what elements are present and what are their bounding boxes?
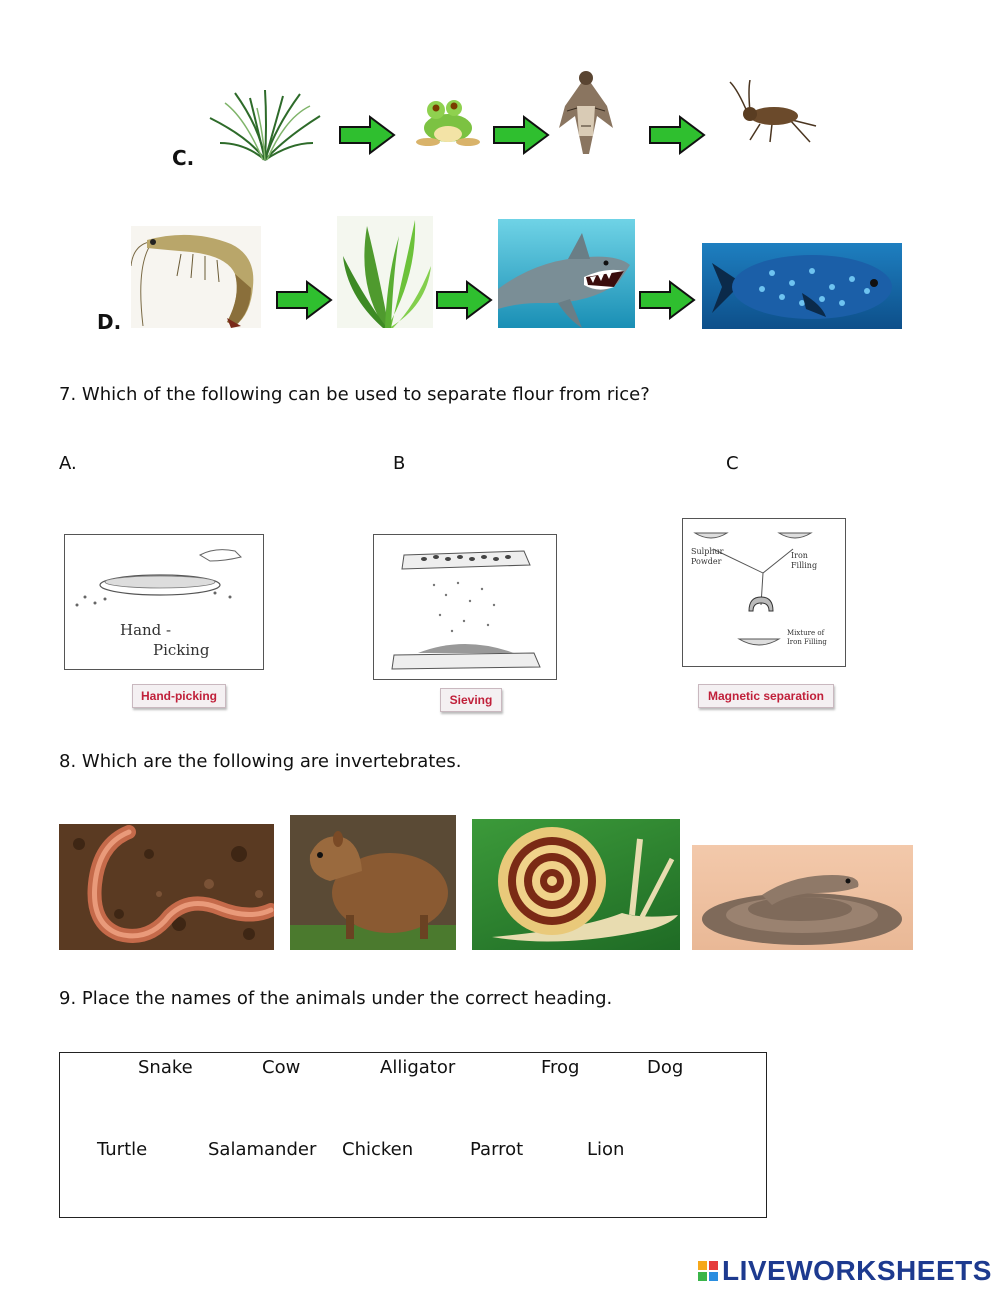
word-turtle[interactable]: Turtle	[97, 1139, 148, 1160]
option-c-label: C	[726, 453, 739, 474]
chain-d-label: D.	[97, 310, 122, 334]
hawk-icon	[555, 66, 617, 158]
option-a-label: A.	[59, 453, 77, 474]
earthworm-icon[interactable]	[59, 824, 274, 950]
caption-hand-picking[interactable]: Hand-picking	[132, 684, 226, 708]
word-bank-box	[59, 1052, 767, 1218]
arrow-right-icon	[492, 115, 550, 155]
arrow-right-icon	[435, 280, 493, 320]
question-9-text: 9. Place the names of the animals under the correct heading.	[59, 988, 613, 1009]
word-dog[interactable]: Dog	[647, 1057, 684, 1078]
logo-squares-icon	[698, 1261, 718, 1281]
word-cow[interactable]: Cow	[262, 1057, 301, 1078]
grass-icon	[205, 88, 325, 163]
word-alligator[interactable]: Alligator	[380, 1057, 456, 1078]
hand-picking-sketch-text-2: Picking	[153, 641, 210, 659]
frog-icon	[412, 92, 484, 150]
word-salamander[interactable]: Salamander	[208, 1139, 317, 1160]
agouti-icon[interactable]	[290, 815, 456, 950]
hand-picking-sketch-text-1: Hand -	[120, 621, 172, 639]
word-frog[interactable]: Frog	[541, 1057, 580, 1078]
magnetic-separation-sketch[interactable]	[682, 518, 846, 667]
question-7-text: 7. Which of the following can be used to separate flour from rice?	[59, 384, 650, 405]
option-b-label: B	[393, 453, 406, 474]
arrow-right-icon	[648, 115, 706, 155]
shrimp-icon	[131, 226, 261, 328]
logo-text: LIVEWORKSHEETS	[722, 1255, 992, 1286]
magnetic-sketch-text-1: Sulphur Powder	[691, 547, 724, 566]
sieving-sketch[interactable]	[373, 534, 557, 680]
shark-icon	[498, 219, 635, 328]
arrow-right-icon	[638, 280, 696, 320]
snake-icon[interactable]	[692, 845, 913, 950]
word-parrot[interactable]: Parrot	[470, 1139, 524, 1160]
liveworksheets-logo	[698, 1256, 996, 1286]
caption-magnetic-separation[interactable]: Magnetic separation	[698, 684, 834, 708]
chain-c-label: C.	[172, 146, 195, 170]
cricket-icon	[720, 80, 818, 146]
arrow-right-icon	[275, 280, 333, 320]
snail-icon[interactable]	[472, 819, 680, 950]
word-lion[interactable]: Lion	[587, 1139, 625, 1160]
hand-picking-sketch[interactable]	[64, 534, 264, 670]
grouper-fish-icon	[702, 243, 902, 329]
magnetic-sketch-text-3: Mixture of Iron Filling	[787, 629, 827, 646]
word-snake[interactable]: Snake	[138, 1057, 193, 1078]
word-chicken[interactable]: Chicken	[342, 1139, 414, 1160]
question-8-text: 8. Which are the following are invertebrates.	[59, 751, 462, 772]
seaweed-icon	[337, 216, 433, 328]
arrow-right-icon	[338, 115, 396, 155]
caption-sieving[interactable]: Sieving	[440, 688, 502, 712]
magnetic-sketch-text-2: Iron Filling	[791, 551, 818, 570]
